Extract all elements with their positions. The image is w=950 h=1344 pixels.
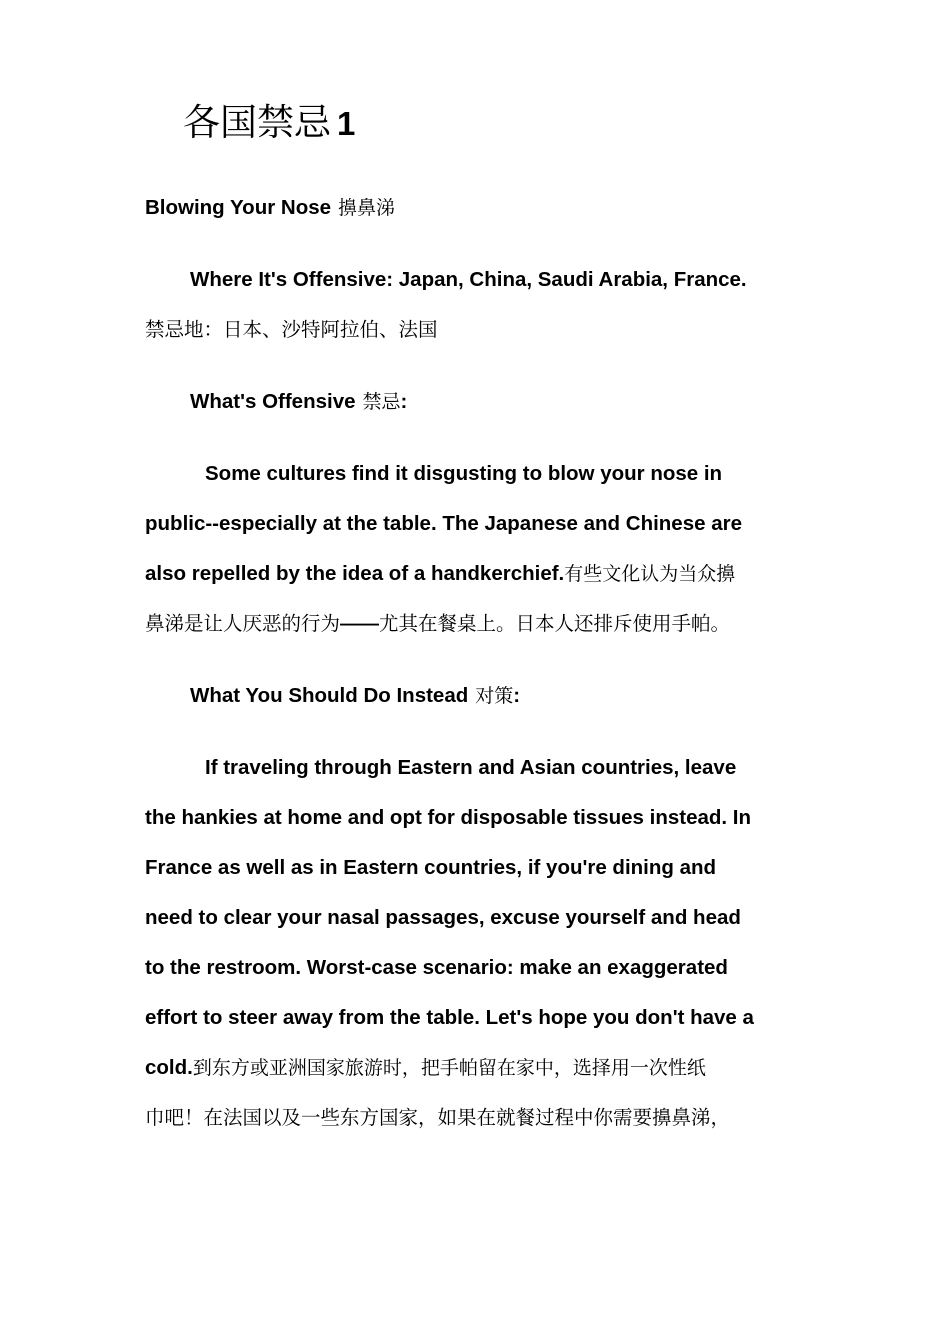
paragraph-1-line-4 <box>145 609 730 639</box>
paragraph-2-line-7-english: cold. <box>145 1056 193 1079</box>
instead-heading <box>190 681 520 711</box>
paragraph-1-line-2: public--especially at the table. The Japanese and Chinese are <box>145 512 742 535</box>
instead-heading-colon: : <box>513 684 521 707</box>
whats-offensive-heading <box>190 387 407 417</box>
paragraph-2-line-7-chinese: 到东方或亚洲国家旅游时，把手帕留在家中，选择用一次性纸 <box>192 1057 706 1079</box>
where-offensive-translation: 禁忌地：日本、沙特阿拉伯、法国 <box>145 318 438 341</box>
paragraph-1-line-4-chinese-b: 尤其在餐桌上。日本人还排斥使用手帕。 <box>379 612 731 635</box>
instead-heading-chinese: 对策 <box>475 685 514 707</box>
section-heading-english: Blowing Your Nose <box>145 196 332 219</box>
page-title <box>183 98 355 156</box>
paragraph-2-line-6: effort to steer away from the table. Let's hope you don't have a <box>145 1006 754 1029</box>
paragraph-1-line-1: Some cultures find it disgusting to blow your nose in <box>205 462 723 485</box>
title-chinese: 各国禁忌 <box>183 101 331 144</box>
section-heading <box>145 193 395 223</box>
paragraph-2-line-2: the hankies at home and opt for disposable tissues instead. In <box>145 806 752 829</box>
paragraph-1-dash: —— <box>340 613 380 635</box>
title-number: 1 <box>337 105 356 142</box>
paragraph-2-line-3: France as well as in Eastern countries, if you're dining and <box>145 856 717 879</box>
instead-heading-english: What You Should Do Instead <box>190 684 469 707</box>
where-offensive-label: Where It's Offensive: Japan, China, Saudi Arabia, France. <box>190 268 747 291</box>
paragraph-2-line-7 <box>145 1053 706 1083</box>
paragraph-2-line-5: to the restroom. Worst-case scenario: make an exaggerated <box>145 956 728 979</box>
paragraph-1-line-3 <box>145 559 735 589</box>
whats-offensive-english: What's Offensive <box>190 390 356 413</box>
paragraph-1-line-4-chinese-a: 鼻涕是让人厌恶的行为 <box>145 612 341 635</box>
paragraph-1-line-3-english: also repelled by the idea of a handkerchief. <box>145 562 565 585</box>
paragraph-1-line-3-chinese: 有些文化认为当众擤 <box>564 563 736 585</box>
whats-offensive-chinese: 禁忌 <box>362 391 401 413</box>
section-heading-chinese: 擤鼻涕 <box>338 197 396 219</box>
whats-offensive-colon: : <box>400 390 408 413</box>
paragraph-2-line-4: need to clear your nasal passages, excuse yourself and head <box>145 906 741 929</box>
paragraph-2-line-8: 巾吧！在法国以及一些东方国家，如果在就餐过程中你需要擤鼻涕， <box>145 1106 731 1129</box>
paragraph-2-line-1: If traveling through Eastern and Asian countries, leave <box>205 756 737 779</box>
